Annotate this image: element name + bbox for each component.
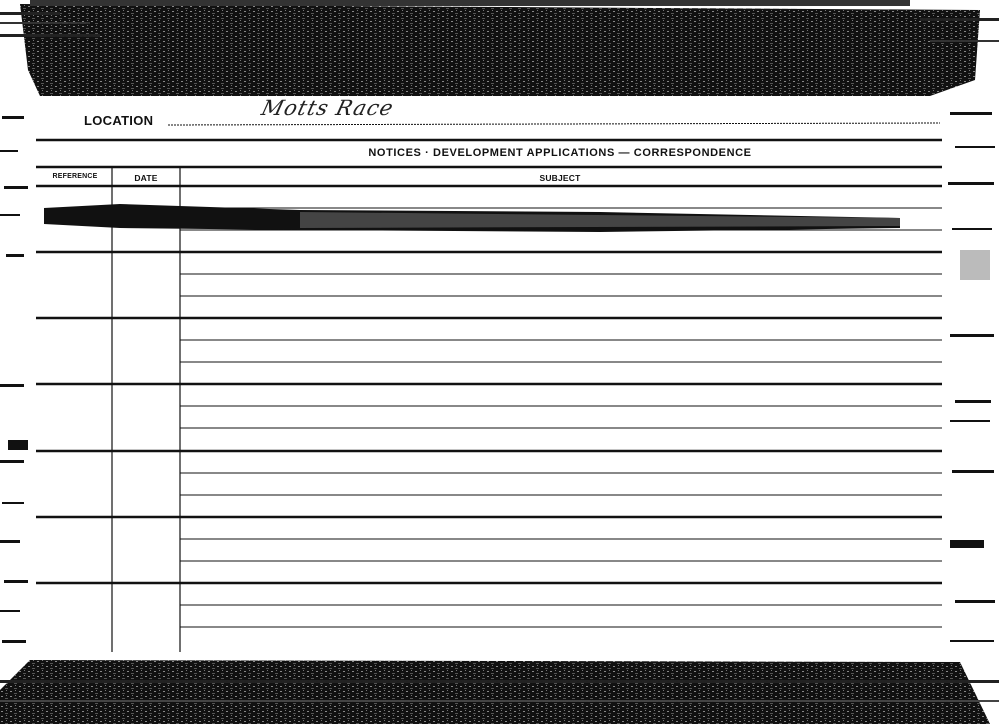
scan-bottom-band	[0, 660, 999, 724]
scan-top-band	[0, 0, 999, 96]
scan-right-edge	[948, 112, 995, 642]
location-label: LOCATION	[84, 113, 154, 128]
column-header-subject: SUBJECT	[539, 173, 581, 183]
column-header-reference: REFERENCE	[52, 173, 98, 180]
scan-left-edge	[0, 116, 28, 643]
location-handwriting: Motts Race	[259, 96, 397, 120]
column-header-date: DATE	[134, 173, 158, 183]
card-rulings	[36, 123, 942, 652]
card-heading: NOTICES · DEVELOPMENT APPLICATIONS — CORRESPONDENCE	[368, 147, 752, 159]
